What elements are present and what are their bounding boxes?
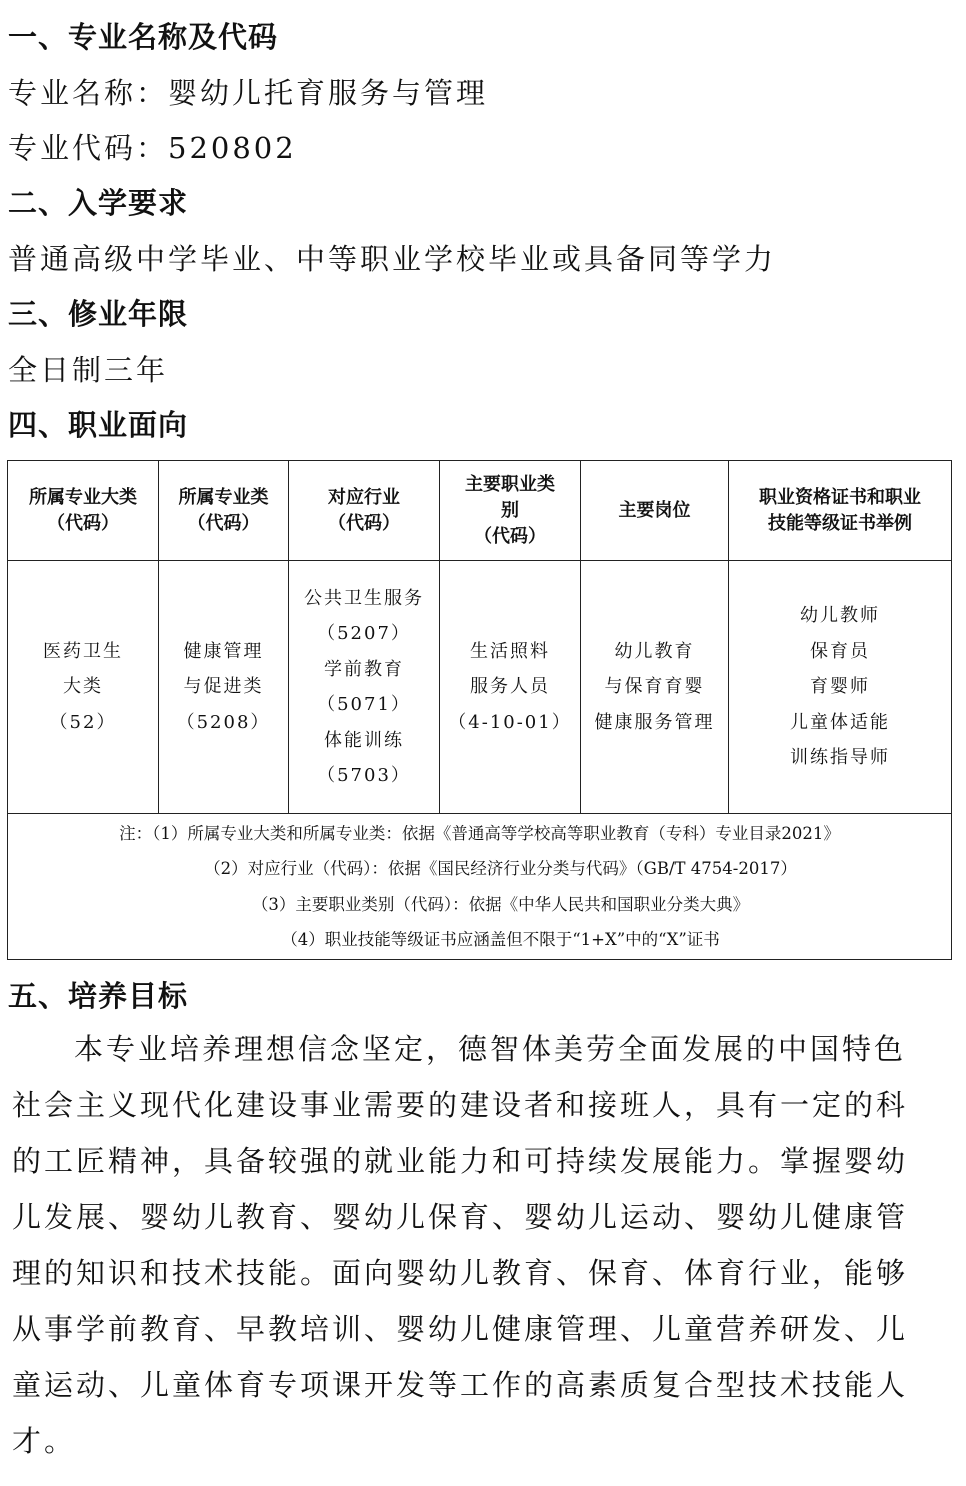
cell-occupation-type: [440, 561, 581, 814]
cell-line: （52）: [49, 711, 117, 733]
career-orientation-table: [7, 460, 952, 960]
cell-certificates: [729, 561, 952, 814]
header-line: （代码）: [474, 525, 546, 547]
paragraph-line: 本专业培养理想信念坚定，德智体美劳全面发展的中国特色: [74, 1032, 907, 1066]
paragraph-line: 才。: [12, 1424, 77, 1458]
header-line: （代码）: [328, 512, 400, 534]
cell-line: （5703）: [317, 765, 411, 786]
header-line: 所属专业类: [178, 486, 269, 508]
paragraph-line: 社会主义现代化建设事业需要的建设者和接班人，具有一定的科: [12, 1088, 909, 1122]
header-line: 主要职业类: [465, 473, 555, 495]
cell-major-class: [159, 561, 289, 814]
major-name-line: 专业名称：婴幼儿托育服务与管理: [8, 76, 489, 110]
header-major-category: [8, 461, 159, 561]
table-notes: [8, 814, 952, 960]
admission-requirement-text: 普通高级中学毕业、中等职业学校毕业或具备同等学力: [8, 242, 777, 276]
header-industry: [289, 461, 440, 561]
table-header-row: [8, 461, 952, 561]
table-row: [8, 561, 952, 814]
objectives-paragraph: [12, 1021, 912, 1469]
header-occupation-type: [440, 461, 581, 561]
section-heading-major: 一、专业名称及代码: [8, 20, 279, 54]
cell-line: （5071）: [317, 694, 411, 715]
cell-line: 幼儿教师: [800, 605, 880, 627]
note-line: （4）职业技能等级证书应涵盖但不限于“1+X”中的“X”证书: [281, 930, 720, 949]
cell-line: 保育员: [810, 640, 870, 662]
cell-line: 育婴师: [810, 676, 870, 698]
paragraph-line: 童运动、儿童体育专项课开发等工作的高素质复合型技术技能人: [12, 1368, 909, 1402]
header-line: 技能等级证书举例: [768, 512, 912, 534]
cell-line: 幼儿教育: [614, 640, 695, 662]
paragraph-line: 从事学前教育、早教培训、婴幼儿健康管理、儿童营养研发、儿: [12, 1312, 909, 1346]
header-line: （代码）: [187, 512, 260, 534]
cell-major-category: [8, 561, 159, 814]
section-heading-career: 四、职业面向: [8, 408, 189, 442]
cell-line: 医药卫生: [43, 640, 123, 662]
paragraph-line: 理的知识和技术技能。面向婴幼儿教育、保育、体育行业，能够: [12, 1256, 909, 1290]
cell-line: 健康服务管理: [594, 711, 715, 733]
cell-line: （4-10-01）: [448, 711, 572, 733]
header-line: 职业资格证书和职业: [759, 486, 921, 508]
cell-line: 公共卫生服务: [304, 587, 424, 609]
cell-line: 与保育育婴: [604, 676, 705, 698]
header-line: 所属专业大类: [29, 486, 137, 508]
cell-line: 健康管理: [183, 640, 264, 662]
section-heading-objectives: 五、培养目标: [8, 979, 189, 1013]
section-heading-duration: 三、修业年限: [8, 297, 189, 331]
major-code-line: 专业代码：520802: [8, 131, 297, 165]
note-line: （3）主要职业类别（代码）：依据《中华人民共和国职业分类大典》: [251, 894, 750, 914]
header-main-positions: [581, 461, 729, 561]
section-heading-admission: 二、入学要求: [8, 186, 189, 220]
study-duration-text: 全日制三年: [8, 353, 169, 387]
cell-line: 与促进类: [183, 676, 264, 698]
paragraph-line: 儿发展、婴幼儿教育、婴幼儿保育、婴幼儿运动、婴幼儿健康管: [12, 1200, 909, 1234]
header-certificates: [729, 461, 952, 561]
cell-line: 生活照料: [470, 640, 550, 662]
header-line: 主要岗位: [618, 499, 691, 521]
note-line: 注：（1）所属专业大类和所属专业类：依据《普通高等学校高等职业教育（专科）专业目录2021》: [119, 823, 840, 843]
header-line: 别: [501, 499, 519, 521]
table-notes-row: [8, 814, 952, 960]
cell-line: 大类: [63, 676, 103, 698]
cell-line: 学前教育: [324, 658, 404, 680]
note-line: （2）对应行业（代码）：依据《国民经济行业分类与代码》（GB/T 4754-2017）: [204, 859, 797, 878]
cell-line: 服务人员: [470, 676, 550, 698]
header-line: 对应行业: [328, 486, 400, 508]
header-line: （代码）: [47, 512, 119, 534]
cell-line: （5208）: [176, 711, 271, 733]
cell-line: 儿童体适能: [790, 711, 890, 733]
cell-line: 训练指导师: [790, 747, 890, 769]
cell-line: 体能训练: [324, 729, 404, 751]
cell-line: （5207）: [317, 623, 411, 644]
cell-main-positions: [581, 561, 729, 814]
paragraph-line: 的工匠精神，具备较强的就业能力和可持续发展能力。掌握婴幼: [12, 1144, 909, 1178]
header-major-class: [159, 461, 289, 561]
cell-industry: [289, 561, 440, 814]
